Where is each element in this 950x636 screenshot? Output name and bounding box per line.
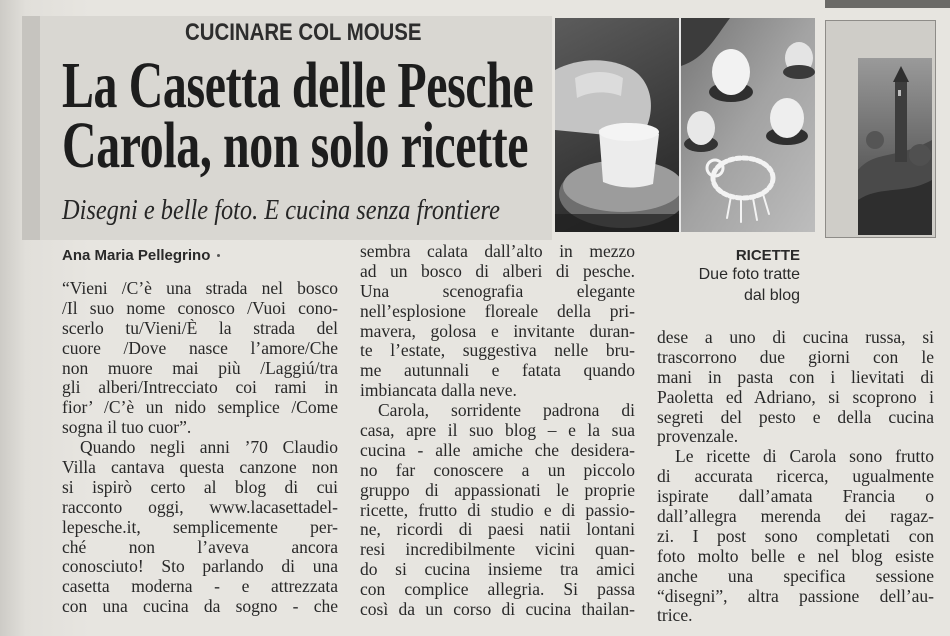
top-edge-bar — [825, 0, 950, 8]
photo-left-kitchen — [555, 18, 687, 232]
text-line: trascorrono due giorni con le — [657, 347, 934, 367]
text-line: mavera, golosa e invitante duran- — [360, 321, 635, 341]
text-line: Villa cantava questa canzone non — [62, 458, 338, 478]
text-line: con una cucina da sogno - che — [62, 597, 338, 617]
text-line: dall’allegra merenda dei ragaz- — [657, 507, 934, 527]
text-line: non muore mai più /Laggiú/tra — [62, 358, 338, 378]
text-line: mani in pasta con i lievitati di — [657, 367, 934, 387]
headline-line-2: Carola, non solo ricette — [62, 109, 529, 182]
text-line: do si cucina insieme tra amici — [360, 560, 635, 580]
article-column-3 — [657, 328, 934, 626]
text-line: anche una specifica sessione — [657, 566, 934, 586]
text-line: si ispirò certo al blog di cui — [62, 477, 338, 497]
text-line: fior’ /C’è un nido semplice /Come — [62, 398, 338, 418]
text-line: casa, apre il suo blog – e la sua — [360, 421, 635, 441]
text-line: gli alberi/Intrecciato coi rami in — [62, 378, 338, 398]
text-line: sembra calata dall’alto in mezzo — [360, 242, 635, 261]
article-photo — [555, 18, 815, 232]
text-line: ché non l’aveva ancora — [62, 537, 338, 557]
text-line: così da un corso di cucina thailan- — [360, 600, 635, 620]
text-line: conosciuto! Sto parlando di una — [62, 557, 338, 577]
text-line: nell’esplosione floreale della pri- — [360, 301, 635, 321]
text-line: Una scenografia elegante — [360, 281, 635, 301]
text-line: con complice allegria. Si passa — [360, 580, 635, 600]
text-line: cucina - alle amiche che desidera- — [360, 440, 635, 460]
side-photo-bell-tower — [825, 20, 937, 238]
photo-caption-line: Due foto tratte — [698, 266, 800, 283]
headline-line-1: La Casetta delle Pesche — [62, 49, 534, 122]
text-line: Quando negli anni ’70 Claudio — [80, 438, 338, 458]
text-line: zi. I post sono completati con — [657, 526, 934, 546]
text-line: “Vieni /C’è una strada nel bosco — [62, 279, 338, 298]
article-column-1 — [62, 279, 338, 617]
text-line: lepesche.it, semplicemente per- — [62, 517, 338, 537]
article-column-2 — [360, 242, 635, 620]
text-line: dese a uno di cucina russa, si — [657, 328, 934, 347]
text-line: Carola, sorridente padrona di — [378, 401, 635, 421]
text-line: “disegni”, altra passione dell’au- — [657, 586, 934, 606]
text-line: sogna il tuo cuor”. — [62, 418, 192, 438]
text-line: provenzale. — [657, 427, 739, 447]
text-line: me autunnali e fatata quando — [360, 361, 635, 381]
text-line: imbiancata dalla neve. — [360, 381, 517, 401]
byline-author: Ana Maria Pellegrino — [62, 247, 211, 264]
header-side-strip — [22, 16, 40, 240]
text-line: cuore /Dove nasce l’amore/Che — [62, 338, 338, 358]
text-line: di accurata ricerca, ugualmente — [657, 467, 934, 487]
text-line: gruppo di appassionati le proprie — [360, 480, 635, 500]
subheadline: Disegni e belle foto. E cucina senza frontiere — [62, 195, 500, 226]
text-line: no far conoscere a un piccolo — [360, 460, 635, 480]
text-line: ricette, frutto di studio e di passio- — [360, 500, 635, 520]
text-line: racconto oggi, www.lacasettadel- — [62, 497, 338, 517]
byline-dot — [217, 254, 220, 257]
text-line: resi incredibilmente vicini quan- — [360, 540, 635, 560]
text-line: foto molto belle e nel blog esiste — [657, 546, 934, 566]
text-line: scerlo tu/Vieni/È la strada del — [62, 318, 338, 338]
photo-caption-label: RICETTE — [735, 247, 800, 264]
text-line: trice. — [657, 606, 693, 626]
text-line: ad un bosco di alberi di pesche. — [360, 261, 635, 281]
text-line: segreti del pesto e della cucina — [657, 407, 934, 427]
text-line: ispirate dall’amata Francia o — [657, 487, 934, 507]
text-line: te l’estate, suggestiva nelle bru- — [360, 341, 635, 361]
text-line: ne, ricordi di paesi natii lontani — [360, 520, 635, 540]
text-line: Paoletta ed Adriano, si scoprono i — [657, 387, 934, 407]
photo-caption-line: dal blog — [743, 287, 800, 304]
section-kicker: CUCINARE COL MOUSE — [185, 19, 422, 46]
text-line: Le ricette di Carola sono frutto — [675, 447, 934, 467]
text-line: /Il suo nome conosco /Vuoi cono- — [62, 298, 338, 318]
text-line: casetta moderna - e attrezzata — [62, 577, 338, 597]
